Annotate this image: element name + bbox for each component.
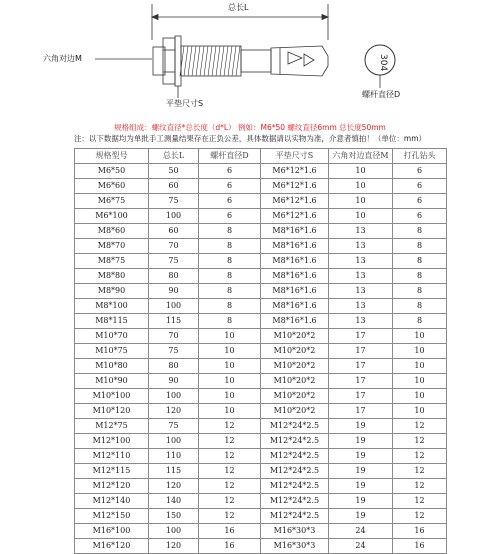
cell-drill-bit: 12 [393, 464, 447, 479]
cell-hex-size: 19 [329, 464, 393, 479]
table-row [75, 374, 447, 389]
table-row [75, 539, 447, 554]
table-row [75, 254, 447, 269]
cell-total-length: 100 [149, 209, 199, 224]
cell-total-length: 100 [149, 524, 199, 539]
spec-table [74, 148, 447, 554]
cell-drill-bit: 10 [393, 344, 447, 359]
cell-total-length: 115 [149, 314, 199, 329]
cell-washer-size: M10*20*2 [261, 389, 329, 404]
cell-model: M8*100 [75, 299, 149, 314]
cell-hex-size: 24 [329, 539, 393, 554]
cell-drill-bit: 8 [393, 239, 447, 254]
cell-washer-size: M10*20*2 [261, 344, 329, 359]
cell-drill-bit: 10 [393, 404, 447, 419]
cell-hex-size: 13 [329, 224, 393, 239]
cell-drill-bit: 12 [393, 479, 447, 494]
cell-drill-bit: 8 [393, 299, 447, 314]
cell-rod-diameter: 16 [199, 524, 261, 539]
cell-drill-bit: 8 [393, 314, 447, 329]
cell-rod-diameter: 16 [199, 539, 261, 554]
cell-rod-diameter: 12 [199, 509, 261, 524]
cell-drill-bit: 10 [393, 374, 447, 389]
table-row [75, 329, 447, 344]
cell-rod-diameter: 8 [199, 314, 261, 329]
cell-hex-size: 17 [329, 359, 393, 374]
cell-total-length: 80 [149, 359, 199, 374]
cell-drill-bit: 12 [393, 449, 447, 464]
table-row [75, 239, 447, 254]
cell-model: M10*120 [75, 404, 149, 419]
sleeve-slot [288, 52, 302, 64]
cell-drill-bit: 16 [393, 539, 447, 554]
cell-hex-size: 19 [329, 449, 393, 464]
cell-washer-size: M6*12*1.6 [261, 194, 329, 209]
table-row [75, 194, 447, 209]
cell-washer-size: M12*24*2.5 [261, 419, 329, 434]
table-row [75, 434, 447, 449]
cell-rod-diameter: 10 [199, 389, 261, 404]
cell-total-length: 75 [149, 419, 199, 434]
table-row [75, 359, 447, 374]
table-row [75, 479, 447, 494]
cell-drill-bit: 6 [393, 164, 447, 179]
cell-hex-size: 19 [329, 434, 393, 449]
cell-hex-size: 17 [329, 389, 393, 404]
arrow-right-icon [322, 15, 328, 20]
header-hex-size: 六角对边直径M [329, 149, 393, 164]
table-row [75, 404, 447, 419]
cell-total-length: 75 [149, 254, 199, 269]
cell-model: M8*75 [75, 254, 149, 269]
cell-model: M10*80 [75, 359, 149, 374]
table-row [75, 284, 447, 299]
cell-model: M10*90 [75, 374, 149, 389]
cell-rod-diameter: 10 [199, 344, 261, 359]
expansion-sleeve [271, 46, 328, 76]
header-model: 规格型号 [75, 149, 149, 164]
cell-washer-size: M10*20*2 [261, 404, 329, 419]
cell-washer-size: M6*12*1.6 [261, 179, 329, 194]
cell-rod-diameter: 8 [199, 224, 261, 239]
cell-drill-bit: 10 [393, 329, 447, 344]
cell-model: M12*75 [75, 419, 149, 434]
cell-washer-size: M8*16*1.6 [261, 299, 329, 314]
cell-rod-diameter: 10 [199, 404, 261, 419]
cell-total-length: 90 [149, 374, 199, 389]
header-total-length: 总长L [149, 149, 199, 164]
cell-total-length: 90 [149, 284, 199, 299]
cell-hex-size: 17 [329, 329, 393, 344]
cell-drill-bit: 10 [393, 389, 447, 404]
cell-model: M6*60 [75, 179, 149, 194]
cell-rod-diameter: 8 [199, 269, 261, 284]
cell-rod-diameter: 10 [199, 329, 261, 344]
cell-drill-bit: 12 [393, 419, 447, 434]
anchor-bolt-diagram [0, 0, 500, 118]
table-row [75, 314, 447, 329]
cell-drill-bit: 12 [393, 494, 447, 509]
cell-washer-size: M10*20*2 [261, 329, 329, 344]
cell-washer-size: M16*30*3 [261, 539, 329, 554]
cell-total-length: 80 [149, 269, 199, 284]
cell-rod-diameter: 12 [199, 464, 261, 479]
total-length-label: 总长L [228, 3, 249, 12]
table-row [75, 524, 447, 539]
cell-total-length: 110 [149, 449, 199, 464]
table-row [75, 224, 447, 239]
cell-hex-size: 10 [329, 194, 393, 209]
cell-washer-size: M8*16*1.6 [261, 239, 329, 254]
flat-washer [175, 36, 181, 86]
cell-hex-size: 17 [329, 374, 393, 389]
header-washer-size: 平垫尺寸S [261, 149, 329, 164]
cell-model: M8*80 [75, 269, 149, 284]
cell-total-length: 120 [149, 479, 199, 494]
material-mark: 304 [378, 54, 388, 72]
cell-rod-diameter: 12 [199, 449, 261, 464]
cell-drill-bit: 12 [393, 434, 447, 449]
cell-model: M10*75 [75, 344, 149, 359]
cell-model: M8*90 [75, 284, 149, 299]
cell-total-length: 100 [149, 299, 199, 314]
table-row [75, 299, 447, 314]
bolt-shank [241, 50, 271, 72]
table-row [75, 209, 447, 224]
header-rod-diameter: 螺杆直径D [199, 149, 261, 164]
cell-model: M8*115 [75, 314, 149, 329]
cell-rod-diameter: 12 [199, 494, 261, 509]
cell-model: M8*60 [75, 224, 149, 239]
table-header-row [75, 149, 447, 164]
cell-total-length: 75 [149, 194, 199, 209]
rod-diameter-label: 螺杆直径D [362, 90, 401, 99]
cell-washer-size: M12*24*2.5 [261, 509, 329, 524]
cell-washer-size: M12*24*2.5 [261, 479, 329, 494]
cell-washer-size: M8*16*1.6 [261, 254, 329, 269]
cell-drill-bit: 6 [393, 179, 447, 194]
cell-total-length: 70 [149, 239, 199, 254]
cell-total-length: 140 [149, 494, 199, 509]
cell-rod-diameter: 6 [199, 164, 261, 179]
table-row [75, 179, 447, 194]
cell-drill-bit: 8 [393, 269, 447, 284]
header-drill-bit: 打孔钻头 [393, 149, 447, 164]
cell-total-length: 60 [149, 224, 199, 239]
table-row [75, 389, 447, 404]
washer-size-label: 平垫尺寸S [166, 99, 204, 108]
cell-washer-size: M12*24*2.5 [261, 464, 329, 479]
cell-total-length: 100 [149, 434, 199, 449]
table-row [75, 164, 447, 179]
cell-model: M10*70 [75, 329, 149, 344]
cell-hex-size: 13 [329, 314, 393, 329]
cell-rod-diameter: 10 [199, 374, 261, 389]
cell-model: M12*115 [75, 464, 149, 479]
cell-washer-size: M6*12*1.6 [261, 209, 329, 224]
sleeve-slot [304, 54, 314, 66]
cell-washer-size: M12*24*2.5 [261, 494, 329, 509]
cell-hex-size: 19 [329, 479, 393, 494]
cell-hex-size: 13 [329, 239, 393, 254]
cell-hex-size: 19 [329, 494, 393, 509]
cell-washer-size: M8*16*1.6 [261, 224, 329, 239]
cell-hex-size: 10 [329, 209, 393, 224]
cell-rod-diameter: 8 [199, 254, 261, 269]
cell-model: M12*110 [75, 449, 149, 464]
cell-rod-diameter: 12 [199, 419, 261, 434]
cell-model: M12*140 [75, 494, 149, 509]
cell-rod-diameter: 6 [199, 209, 261, 224]
cell-drill-bit: 12 [393, 509, 447, 524]
cell-hex-size: 13 [329, 254, 393, 269]
cell-drill-bit: 8 [393, 254, 447, 269]
cell-hex-size: 10 [329, 179, 393, 194]
cell-rod-diameter: 10 [199, 359, 261, 374]
cell-hex-size: 10 [329, 164, 393, 179]
table-row [75, 269, 447, 284]
cell-hex-size: 13 [329, 284, 393, 299]
cell-model: M6*50 [75, 164, 149, 179]
cell-hex-size: 17 [329, 344, 393, 359]
cell-hex-size: 24 [329, 524, 393, 539]
cell-washer-size: M12*24*2.5 [261, 449, 329, 464]
cell-model: M12*100 [75, 434, 149, 449]
cell-washer-size: M8*16*1.6 [261, 269, 329, 284]
cell-hex-size: 13 [329, 299, 393, 314]
cell-washer-size: M10*20*2 [261, 359, 329, 374]
cell-rod-diameter: 12 [199, 434, 261, 449]
cell-hex-size: 13 [329, 269, 393, 284]
table-body [75, 164, 447, 554]
cell-total-length: 115 [149, 464, 199, 479]
cell-rod-diameter: 8 [199, 284, 261, 299]
cell-model: M6*100 [75, 209, 149, 224]
hex-size-label: 六角对边M [43, 54, 82, 63]
cell-washer-size: M16*30*3 [261, 524, 329, 539]
cell-washer-size: M8*16*1.6 [261, 284, 329, 299]
cell-total-length: 70 [149, 329, 199, 344]
cell-model: M12*120 [75, 479, 149, 494]
cell-hex-size: 19 [329, 419, 393, 434]
cell-washer-size: M10*20*2 [261, 374, 329, 389]
measurement-disclaimer: 注：以下数据均为单批手工测量结果存在正负公差，具体数据请以实物为准，介意者慎拍！（单位：mm） [73, 134, 427, 143]
cell-model: M6*75 [75, 194, 149, 209]
cell-model: M16*120 [75, 539, 149, 554]
cell-drill-bit: 6 [393, 194, 447, 209]
cell-total-length: 75 [149, 344, 199, 359]
cell-washer-size: M6*12*1.6 [261, 164, 329, 179]
cell-total-length: 60 [149, 179, 199, 194]
arrow-left-icon [152, 15, 158, 20]
cell-hex-size: 19 [329, 509, 393, 524]
cell-model: M10*100 [75, 389, 149, 404]
cell-model: M12*150 [75, 509, 149, 524]
table-row [75, 344, 447, 359]
cell-rod-diameter: 6 [199, 194, 261, 209]
table-row [75, 494, 447, 509]
cell-total-length: 50 [149, 164, 199, 179]
cell-drill-bit: 8 [393, 284, 447, 299]
cell-model: M8*70 [75, 239, 149, 254]
spec-format-note: 规格组成：螺纹直径*总长度（d*L） 例如：M6*50 螺纹直径6mm 总长度50mm [114, 123, 386, 132]
cell-total-length: 120 [149, 404, 199, 419]
cell-drill-bit: 6 [393, 209, 447, 224]
cell-drill-bit: 16 [393, 524, 447, 539]
cell-total-length: 120 [149, 539, 199, 554]
cell-washer-size: M8*16*1.6 [261, 314, 329, 329]
table-row [75, 509, 447, 524]
cell-washer-size: M12*24*2.5 [261, 434, 329, 449]
cell-rod-diameter: 8 [199, 299, 261, 314]
cell-model: M16*100 [75, 524, 149, 539]
table-row [75, 449, 447, 464]
cell-rod-diameter: 8 [199, 239, 261, 254]
cell-rod-diameter: 6 [199, 179, 261, 194]
cell-hex-size: 17 [329, 404, 393, 419]
table-row [75, 464, 447, 479]
cell-total-length: 150 [149, 509, 199, 524]
cell-total-length: 100 [149, 389, 199, 404]
cell-rod-diameter: 12 [199, 479, 261, 494]
cell-drill-bit: 10 [393, 359, 447, 374]
table-row [75, 419, 447, 434]
cell-drill-bit: 8 [393, 224, 447, 239]
